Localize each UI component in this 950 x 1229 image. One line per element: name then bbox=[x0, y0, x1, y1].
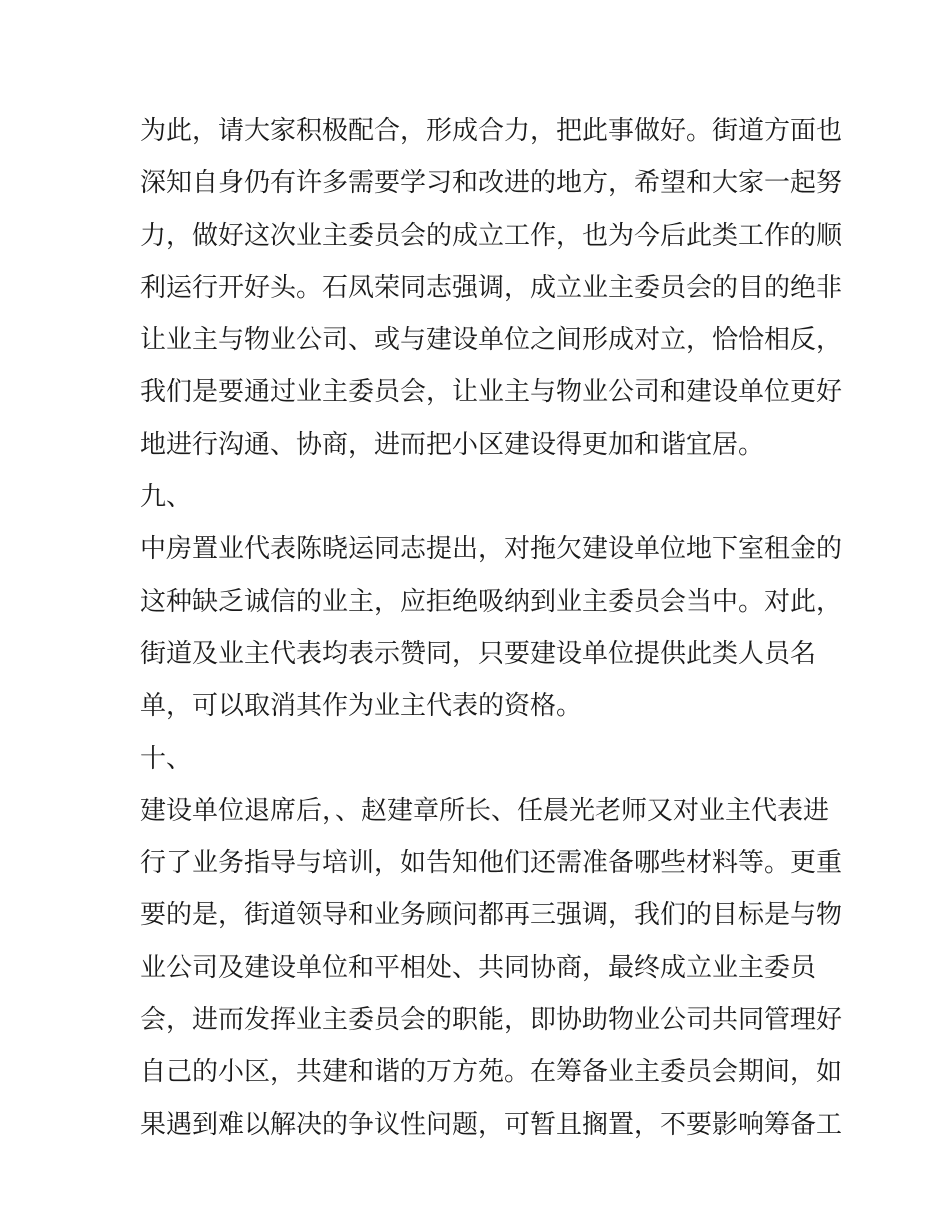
text-line: 业公司及建设单位和平相处、共同协商，最终成立业主委员 bbox=[140, 952, 817, 983]
section-heading-ten: 十、 bbox=[140, 743, 193, 774]
document-body bbox=[140, 111, 843, 1157]
text-line: 这种缺乏诚信的业主，应拒绝吸纳到业主委员会当中。对此， bbox=[140, 586, 843, 617]
text-line: 地进行沟通、协商，进而把小区建设得更加和谐宜居。 bbox=[140, 429, 765, 460]
text-line: 会，进而发挥业主委员会的职能，即协助物业公司共同管理好 bbox=[140, 1005, 843, 1036]
text-line: 力，做好这次业主委员会的成立工作，也为今后此类工作的顺 bbox=[140, 220, 843, 251]
text-line: 为此，请大家积极配合，形成合力，把此事做好。街道方面也 bbox=[140, 116, 843, 146]
text-line: 行了业务指导与培训，如告知他们还需准备哪些材料等。更重 bbox=[140, 848, 843, 879]
text-line: 我们是要通过业主委员会，让业主与物业公司和建设单位更好 bbox=[140, 377, 843, 408]
text-line: 街道及业主代表均表示赞同，只要建设单位提供此类人员名 bbox=[140, 638, 817, 669]
text-line: 要的是，街道领导和业务顾问都再三强调，我们的目标是与物 bbox=[140, 900, 843, 931]
text-line: 深知自身仍有许多需要学习和改进的地方，希望和大家一起努 bbox=[140, 168, 843, 199]
text-line: 自己的小区，共建和谐的万方苑。在筹备业主委员会期间，如 bbox=[140, 1057, 843, 1088]
text-line: 果遇到难以解决的争议性问题，可暂且搁置，不要影响筹备工 bbox=[140, 1109, 843, 1140]
text-line: 建设单位退席后，、赵建章所长、任晨光老师又对业主代表进 bbox=[140, 795, 830, 826]
text-line: 利运行开好头。石凤荣同志强调，成立业主委员会的目的绝非 bbox=[140, 272, 843, 303]
text-line: 中房置业代表陈晓运同志提出，对拖欠建设单位地下室租金的 bbox=[140, 534, 843, 565]
text-line: 单，可以取消其作为业主代表的资格。 bbox=[140, 691, 583, 722]
section-heading-nine: 九、 bbox=[140, 482, 193, 513]
text-line: 让业主与物业公司、或与建设单位之间形成对立，恰恰相反， bbox=[140, 325, 843, 356]
